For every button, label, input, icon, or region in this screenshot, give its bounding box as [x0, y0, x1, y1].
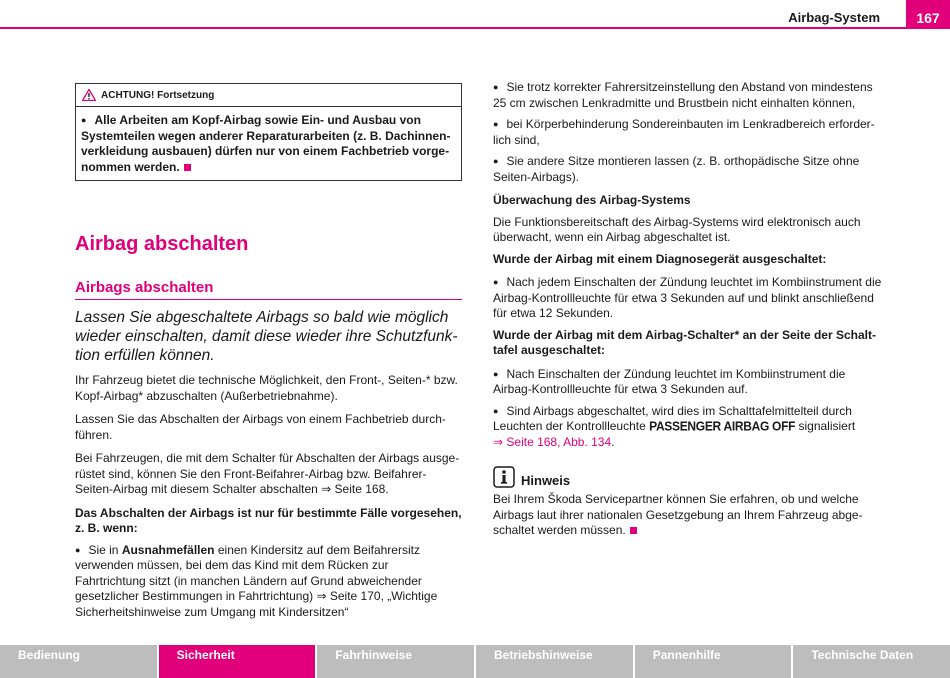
bullet-icon [493, 80, 506, 94]
bold-paragraph: Wurde der Airbag mit einem Diagnosegerät ausgeschaltet: [493, 251, 827, 266]
list-item-text: Sie in [88, 542, 119, 557]
arrow-icon: ⇒ [321, 482, 332, 496]
list-item-text: . [611, 434, 615, 449]
list-item [75, 543, 462, 621]
page-reference-link[interactable]: ⇒ Seite 168, Abb. 134 [493, 434, 612, 449]
list-item-text: Sie trotz korrekter Fahrersitzeinstellung den Abstand von mindestens 25 cm zwischen Lenkradmitte und Brustbein nicht einhalten können, [493, 80, 873, 110]
bullet-icon [493, 367, 506, 381]
note-title: Hinweis [521, 473, 571, 488]
warning-body [76, 107, 461, 180]
end-marker-icon [184, 164, 191, 171]
bullet-icon [75, 543, 88, 557]
list-item [493, 275, 885, 322]
list-item-text: Nach Einschalten der Zündung leuchtet im Kombiinstrument die Airbag-Kontrollleuchte für etwa 3 Sekunden auf. [493, 366, 846, 396]
list-item [493, 117, 885, 148]
list-item [493, 154, 885, 185]
subsection-heading: Airbags abschalten [75, 279, 462, 300]
page-reference-link[interactable]: Seite 168. [334, 482, 389, 496]
intro-text: Lassen Sie abgeschaltete Airbags so bald wie möglich wieder einschalten, damit diese wieder ihre Schutzfunktion erfüllen können. [75, 309, 458, 364]
tab-betriebshinweise[interactable]: Betriebshinweise [476, 645, 635, 678]
paragraph: Lassen Sie das Abschalten der Airbags von einem Fachbetrieb durchführen. [75, 412, 446, 442]
section-heading: Airbag abschalten [75, 233, 249, 255]
tab-bedienung[interactable]: Bedienung [0, 645, 159, 678]
note-text [493, 492, 885, 539]
list-item-emphasis: Ausnahmefällen [121, 542, 215, 557]
list-item-text: Sind Airbags abgeschaltet, wird dies im Schalttafelmittelteil durch Leuchten der Kontrollleuchte [493, 403, 852, 433]
tab-technische-daten[interactable]: Technische Daten [793, 645, 950, 678]
tab-fahrhinweise[interactable]: Fahrhinweise [317, 645, 476, 678]
paragraph: Die Funktionsbereitschaft des Airbag-Systems wird elektronisch auch überwacht, wenn ein Airbag abgeschaltet ist. [493, 214, 861, 244]
bullet-icon [81, 113, 94, 127]
warning-text: Alle Arbeiten am Kopf-Airbag sowie Ein- und Ausbau von Systemteilen wegen anderer Reparaturarbeiten (z. B. Dachinnenverkleidung ausbauen) dürfen nur von einem Fachbetrieb vorgenommen werden. [81, 113, 451, 174]
list-item [493, 367, 885, 398]
warning-title: ACHTUNG! Fortsetzung [101, 89, 215, 101]
list-item-text: Nach jedem Einschalten der Zündung leuchtet im Kombiinstrument die Airbag-Kontrollleuchte für etwa 3 Sekunden auf und blinkt anschließend für etwa 12 Sekunden. [493, 275, 882, 320]
paragraph [75, 451, 462, 498]
end-marker-icon [630, 527, 637, 534]
paragraph-text: Bei Fahrzeugen, die mit dem Schalter für Abschalten der Airbags ausgerüstet sind, können Sie den Front-Beifahrer-Airbag bzw. Beifahrer-Seiten-Airbag mit diesem Schalter abschalten [75, 451, 460, 496]
tab-sicherheit[interactable]: Sicherheit [159, 645, 318, 678]
bullet-icon [493, 275, 506, 289]
bullet-icon [493, 404, 506, 418]
bold-paragraph: Das Abschalten der Airbags ist nur für bestimmte Fälle vorgesehen, z. B. wenn: [75, 505, 462, 535]
list-item [493, 80, 885, 111]
warning-header [76, 84, 461, 107]
list-item-text: bei Körperbehinderung Sondereinbauten im Lenkradbereich erforderlich sind, [493, 117, 875, 147]
arrow-icon: ⇒ [316, 589, 327, 603]
bullet-icon [493, 154, 506, 168]
warning-triangle-icon [82, 89, 96, 101]
list-item-text: einen Kindersitz auf dem Beifahrersitz verwenden müssen, bei dem das Kind mit dem Rücken zur Fahrtrichtung sitzt (in manchen Ländern auf Grund abweichender gesetzlicher Bestimmungen in Fahrtrichtung) [75, 542, 422, 603]
note-header [493, 466, 885, 488]
page-reference-link[interactable]: Seite 170, „Wichtige Sicherheitshinweise zum Umgang mit Kindersitzen“ [75, 589, 438, 619]
page-number: 167 [906, 0, 950, 29]
info-icon [493, 466, 515, 488]
page-header [0, 0, 950, 30]
bold-paragraph: Wurde der Airbag mit dem Airbag-Schalter* an der Seite der Schalttafel ausgeschaltet: [493, 327, 876, 357]
bullet-icon [493, 117, 506, 131]
header-divider [0, 27, 950, 29]
display-text: PASSENGER AIRBAG OFF [649, 418, 796, 434]
paragraph: Ihr Fahrzeug bietet die technische Möglichkeit, den Front-, Seiten-* bzw. Kopf-Airbag* abzuschalten (Außerbetriebnahme). [75, 373, 458, 403]
footer-tabs [0, 645, 950, 678]
page-title: Airbag-System [788, 10, 880, 25]
list-item-text: signalisiert [798, 419, 856, 433]
note-body: Bei Ihrem Škoda Servicepartner können Sie erfahren, ob und welche Airbags laut ihrer nationalen Gesetzgebung an Ihrem Fahrzeug abgeschaltet werden müssen. [493, 492, 863, 537]
bold-paragraph: Überwachung des Airbag-Systems [493, 193, 691, 207]
list-item [493, 404, 885, 451]
right-column [493, 80, 885, 539]
left-column [75, 83, 462, 620]
tab-pannenhilfe[interactable]: Pannenhilfe [635, 645, 794, 678]
list-item-text: Sie andere Sitze montieren lassen (z. B. orthopädische Sitze ohne Seiten-Airbags). [493, 154, 860, 184]
warning-box [75, 83, 462, 181]
